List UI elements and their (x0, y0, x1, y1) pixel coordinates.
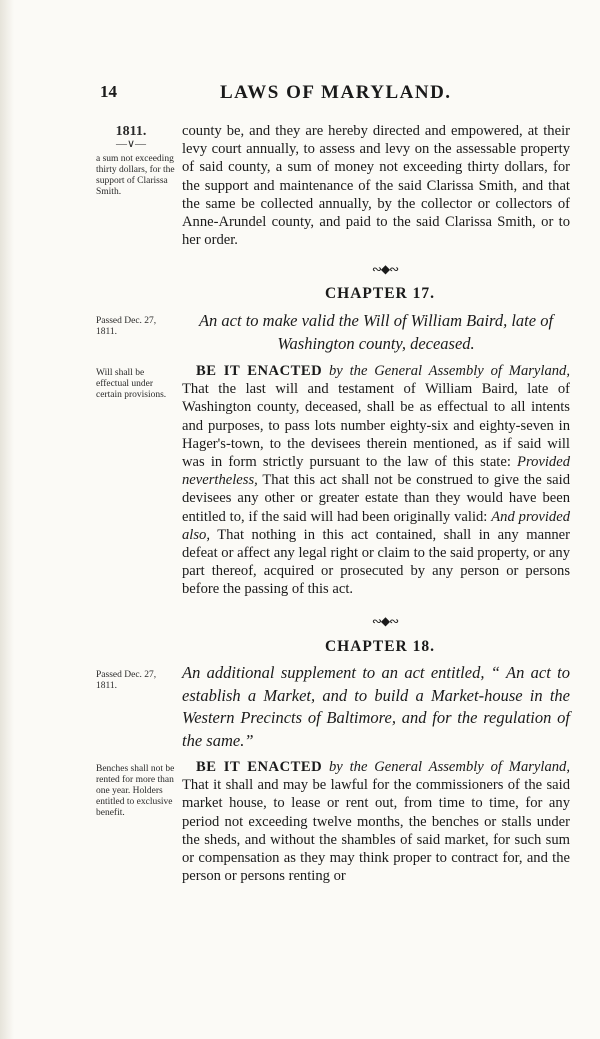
chapter-17-passed-note: Passed Dec. 27, 1811. (96, 316, 157, 337)
chapter-17-body (96, 362, 570, 622)
top-section (96, 120, 570, 260)
chapter-17-heading: CHAPTER 17. (324, 285, 436, 302)
running-title: LAWS OF MARYLAND. (220, 82, 452, 103)
chapter-17-proviso-1: Provided nevertheless, (182, 454, 570, 489)
page-number: 14 (100, 82, 117, 101)
chapter-18-text-main: That it shall and may be lawful for the commissioners of the said market house, to lease or rent out, from time to time, for any period not exceeding twelve months, the benches or stalls under the sheds, and without the shambles of said market, for such sum or compensation as they may think proper to contract for, and the person or persons renting or (182, 777, 570, 885)
chapter-17-enact-opening: BE IT ENACTED (196, 363, 323, 379)
chapter-17-text-part2: That this act shall not be construed to give the said devisees any other or greater estate than they would have been entitled to, if the said will had been originally valid: (182, 472, 571, 525)
top-section-text: county be, and they are hereby directed and empowered, at their levy court annually, to assess and levy on the assessable property of said county, a sum of money not exceeding thirty dollars, for the support and maintenance of the said Clarissa Smith, and that the same be collected annually, by the collector or collectors of Anne-Arundel county, and paid to the said Clarissa Smith, or to her order. (182, 123, 570, 249)
ornament-divider-1: ∾◆∾ (371, 262, 399, 276)
chapter-18-enact-by: by the General Assembly of Maryland, (329, 759, 571, 775)
chapter-17-title-block (96, 310, 570, 365)
year-heading-container: 1811. —∨— (96, 124, 178, 149)
chapter-17-title: An act to make valid the Will of William Baird, late of Washington county, deceased. (198, 311, 554, 353)
chapter-17-text-part1: That the last will and testament of William Baird, late of Washington county, deceased, shall be as effectual to all intents and purposes, to pass lots number eighty-six and eighty-seven in Hager's-town, to the devisees therein mentioned, as if said will was in form strictly pursuant to the law of this state: (182, 381, 570, 471)
margin-note-sum: a sum not exceeding thirty dollars, for the support of Clarissa Smith. (96, 154, 175, 197)
chapter-18-heading: CHAPTER 18. (324, 638, 436, 655)
chapter-17-proviso-2: And provided also, (182, 508, 571, 543)
chapter-17-text-part3: That nothing in this act contained, shall in any manner defeat or affect any legal right or claim to the said property, or any part thereof, acquired or prosecuted by any person or persons before the passing of this act. (182, 526, 570, 598)
chapter-18-title: An additional supplement to an act entitled, “ An act to establish a Market, and to build a Market-house in the Western Precincts of Baltimore, and for the regulation of the same.” (182, 663, 570, 750)
chapter-17-enact-by: by the General Assembly of Maryland, (329, 363, 571, 379)
chapter-18-passed-note: Passed Dec. 27, 1811. (96, 670, 157, 691)
chapter-17-text (182, 362, 570, 599)
chapter-18-body (96, 758, 570, 898)
ornament-divider-2: ∾◆∾ (371, 614, 399, 628)
year-heading: 1811. (115, 124, 147, 139)
chapter-18-title-block (96, 662, 570, 752)
page-edge-shadow (0, 0, 14, 1039)
chapter-18-margin-note: Benches shall not be rented for more than one year. Holders entitled to exclusive benefit. (96, 764, 175, 818)
chapter-17-margin-note: Will shall be effectual under certain provisions. (96, 368, 167, 400)
chapter-18-enact-opening: BE IT ENACTED (196, 759, 323, 775)
page-header (100, 82, 560, 106)
chapter-18-text (182, 758, 570, 885)
